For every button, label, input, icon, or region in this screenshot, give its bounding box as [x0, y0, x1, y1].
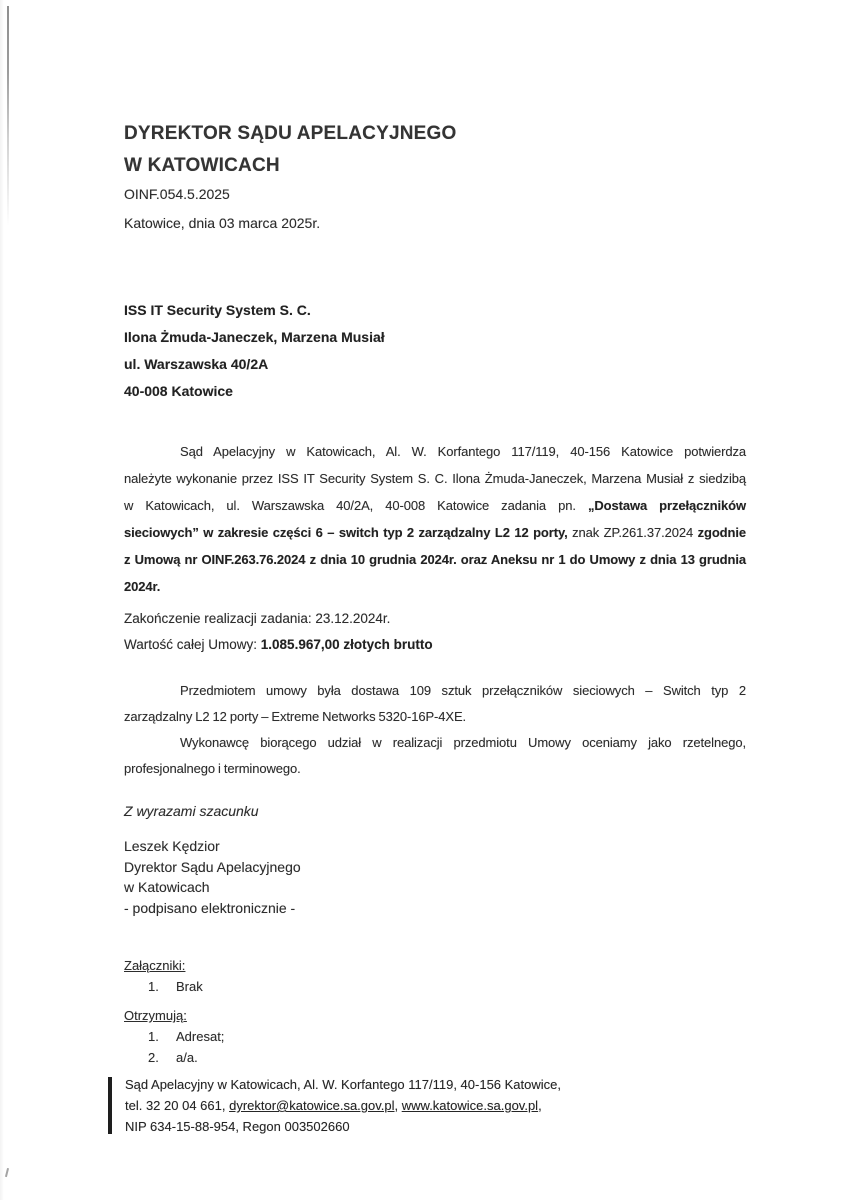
recipient-block	[124, 297, 385, 405]
footer-nip-regon-line: NIP 634-15-88-954, Regon 003502660	[125, 1119, 350, 1134]
list-item-number: 2.	[148, 1050, 159, 1065]
footer-address-line: Sąd Apelacyjny w Katowicach, Al. W. Korfantego 117/119, 40-156 Katowice,	[125, 1077, 562, 1092]
text-segment: sieciowych” w zakresie części 6 – switch typ 2 zarządzalny L2 12 porty,	[124, 525, 568, 540]
text-line	[124, 465, 746, 492]
body-paragraph-subject-and-opinion	[124, 678, 746, 782]
text-segment: należyte wykonanie przez ISS IT Security System S. C. Ilona Żmuda-Janeczek, Marzena Musiał z siedzibą	[124, 471, 746, 486]
letterhead-line1: DYREKTOR SĄDU APELACYJNEGO	[124, 123, 457, 144]
signer-name: Leszek Kędzior	[124, 838, 220, 854]
completion-date-line: Zakończenie realizacji zadania: 23.12.2024r.	[124, 611, 391, 626]
list-item-number: 1.	[148, 979, 159, 994]
text-segment: zarządzalny L2 12 porty – Extreme Networks 5320-16P-4XE.	[124, 709, 467, 724]
footer-email-link: dyrektor@katowice.sa.gov.pl	[229, 1098, 395, 1113]
text-segment: 2024r.	[124, 579, 161, 594]
footer-accent-bar	[108, 1077, 112, 1134]
distribution-list	[124, 1027, 224, 1067]
distribution-heading: Otrzymują:	[124, 1008, 187, 1023]
scan-artifact-tick	[5, 1168, 9, 1177]
text-segment: znak ZP.261.37.2024	[567, 525, 698, 540]
distribution-section	[124, 1006, 224, 1067]
text-line	[124, 756, 746, 782]
text-segment: 1.085.967,00 złotych brutto	[260, 637, 433, 652]
completion-block	[124, 606, 433, 658]
footer-separator: ,	[394, 1098, 402, 1113]
list-item	[124, 1048, 224, 1067]
text-line	[124, 573, 746, 600]
place-and-date: Katowice, dnia 03 marca 2025r.	[124, 215, 321, 231]
recipient-company: ISS IT Security System S. C.	[124, 302, 311, 318]
list-item-text: Brak	[176, 979, 203, 994]
signer-title-line1: Dyrektor Sądu Apelacyjnego	[124, 858, 301, 875]
body-paragraph-confirmation	[124, 438, 746, 600]
letterhead	[124, 118, 456, 182]
text-line	[124, 546, 746, 573]
text-segment: Przedmiotem umowy była dostawa 109 sztuk przełączników sieciowych – Switch typ 2	[180, 683, 746, 698]
recipient-owners: Ilona Żmuda-Janeczek, Marzena Musiał	[124, 329, 385, 345]
text-segment: z Umową nr OINF.263.76.2024 z dnia 10 grudnia 2024r. oraz Aneksu nr 1 do Umowy z dnia 13 grudnia	[124, 552, 746, 567]
list-item-text: a/a.	[176, 1050, 198, 1065]
signature-block	[124, 836, 301, 918]
list-item-text: Adresat;	[176, 1029, 225, 1044]
footer-block	[125, 1074, 685, 1137]
scan-artifact-line	[7, 6, 9, 226]
footer-website-link: www.katowice.sa.gov.pl	[401, 1098, 539, 1113]
text-segment: „Dostawa przełączników	[587, 498, 747, 513]
list-item	[124, 1027, 224, 1046]
text-line	[124, 492, 746, 519]
scan-edge-shade	[0, 0, 4, 1200]
recipient-street: ul. Warszawska 40/2A	[124, 356, 269, 372]
text-line	[124, 519, 746, 546]
electronic-signature-note: - podpisano elektronicznie -	[124, 899, 296, 916]
footer-contact-line	[125, 1095, 685, 1116]
text-segment: profesjonalnego i terminowego.	[124, 761, 301, 776]
text-line	[124, 730, 746, 756]
letterhead-line2: W KATOWICACH	[124, 155, 280, 176]
footer-phone: tel. 32 20 04 661,	[125, 1098, 230, 1113]
attachments-list	[124, 977, 203, 996]
footer-line2-end: ,	[538, 1098, 542, 1113]
text-line	[124, 438, 746, 465]
contract-value-line	[124, 632, 433, 658]
text-line	[124, 678, 746, 704]
closing-salutation: Z wyrazami szacunku	[124, 803, 259, 819]
text-segment: Sąd Apelacyjny w Katowicach, Al. W. Korfantego 117/119, 40-156 Katowice potwierdza	[180, 444, 746, 459]
signer-title-line2: w Katowicach	[124, 879, 210, 895]
attachments-section	[124, 956, 203, 996]
reference-number: OINF.054.5.2025	[124, 186, 230, 202]
text-segment: Wartość całej Umowy:	[124, 637, 261, 652]
text-segment: w Katowicach, ul. Warszawska 40/2A, 40-008 Katowice zadania pn.	[124, 498, 588, 513]
recipient-city: 40-008 Katowice	[124, 383, 233, 399]
text-line	[124, 704, 746, 730]
attachments-heading: Załączniki:	[124, 958, 186, 973]
list-item	[124, 977, 203, 996]
list-item-number: 1.	[148, 1029, 159, 1044]
text-segment: Wykonawcę biorącego udział w realizacji przedmiotu Umowy oceniamy jako rzetelnego,	[180, 735, 746, 750]
text-segment: zgodnie	[697, 525, 746, 540]
